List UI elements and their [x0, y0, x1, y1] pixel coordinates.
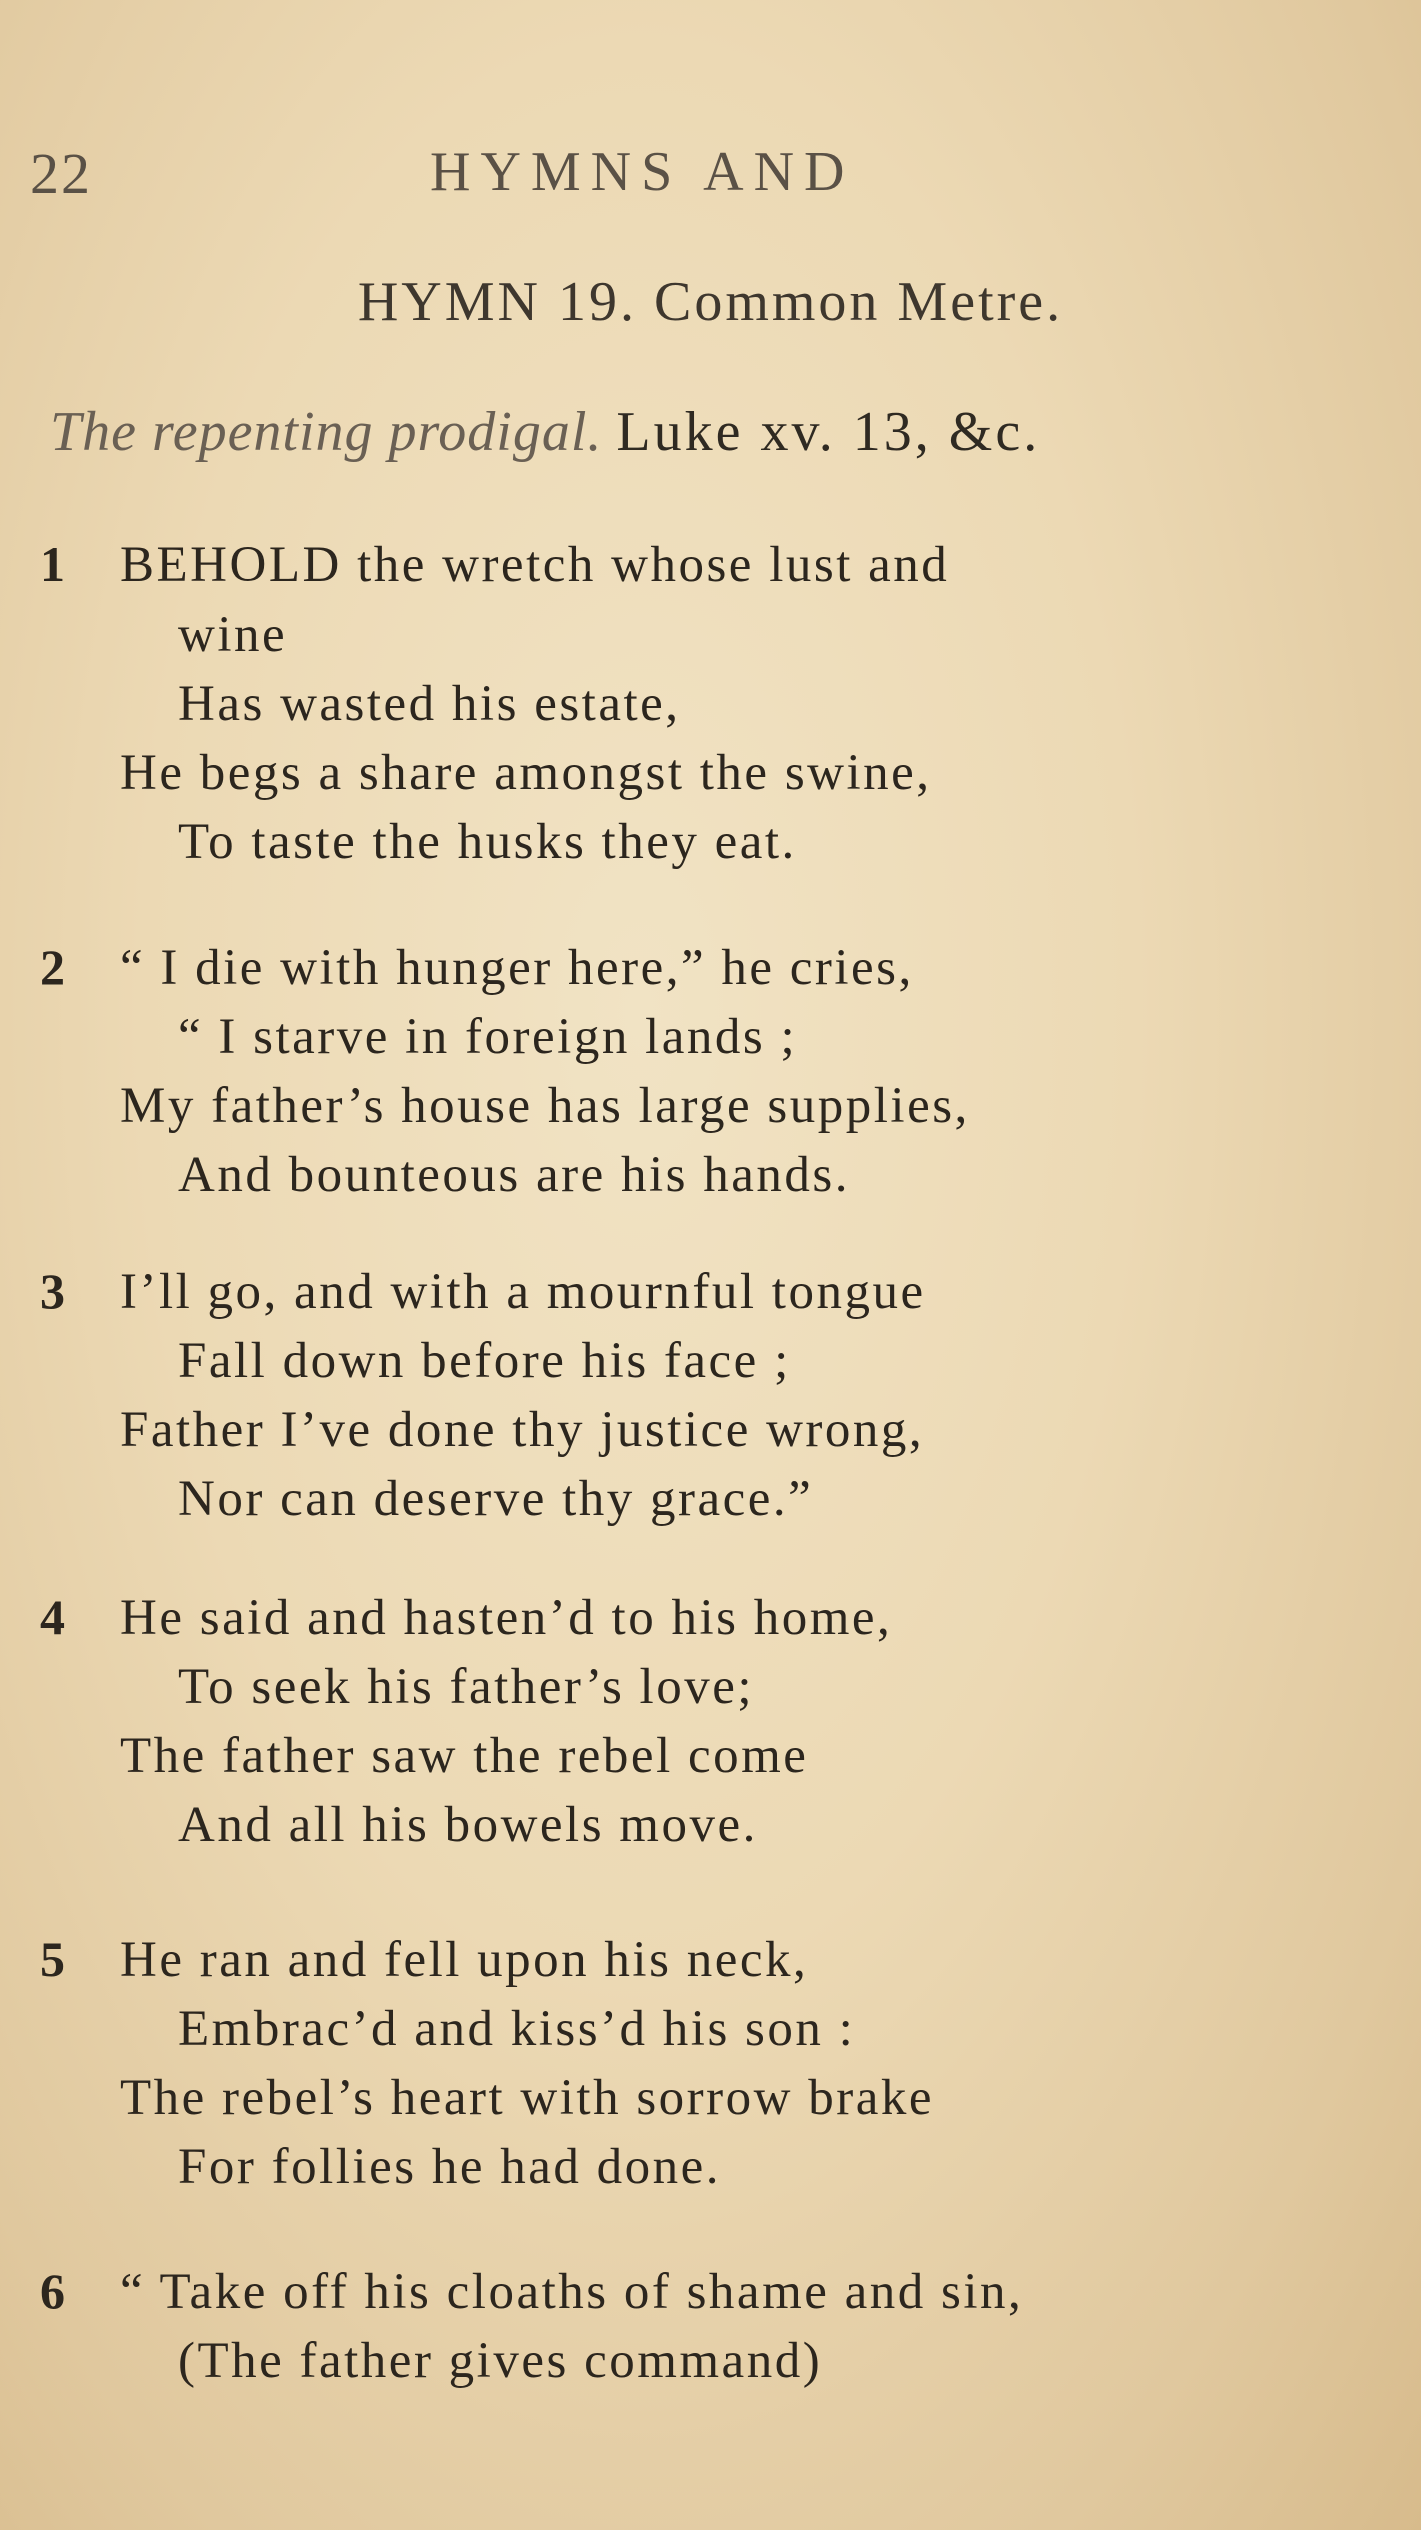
verse-line: Father I’ve done thy justice wrong, [120, 1402, 925, 1458]
hymn-subtitle [50, 400, 1040, 464]
hymn-heading: HYMN 19. Common Metre. [357, 271, 1064, 333]
verse-line: “ I starve in foreign lands ; [178, 1009, 798, 1065]
verse-line: Embrac’d and kiss’d his son : [178, 2001, 856, 2057]
running-title: HYMNS AND [430, 141, 855, 203]
verse-line: He begs a share amongst the swine, [120, 745, 932, 801]
verse-line: For follies he had done. [178, 2139, 721, 2195]
subtitle-reference: Luke xv. 13, &c. [616, 401, 1041, 463]
verse-line: And all his bowels move. [178, 1797, 758, 1853]
verse-line: The rebel’s heart with sorrow brake [120, 2070, 934, 2126]
verse-line: He said and hasten’d to his home, [120, 1590, 893, 1646]
verse-line: (The father gives command) [178, 2333, 823, 2389]
subtitle-italic: The repenting prodigal. [50, 401, 603, 463]
stanza-number: 2 [40, 939, 65, 995]
verse-line: The father saw the rebel come [120, 1728, 809, 1784]
verse-line: Has wasted his estate, [178, 676, 681, 732]
verse-line: “ I die with hunger here,” he cries, [120, 940, 914, 996]
page-number: 22 [30, 141, 92, 206]
stanza-number: 5 [40, 1931, 65, 1987]
verse-line: wine [178, 607, 288, 663]
verse-line: Nor can deserve thy grace.” [178, 1471, 814, 1527]
stanza-number: 1 [40, 536, 65, 592]
stanza-number: 6 [40, 2263, 65, 2319]
verse-line: He ran and fell upon his neck, [120, 1932, 809, 1988]
verse-line: BEHOLD the wretch whose lust and [120, 537, 950, 593]
stanza-number: 4 [40, 1589, 65, 1645]
verse-line: To seek his father’s love; [178, 1659, 755, 1715]
stanza-number: 3 [40, 1263, 65, 1319]
verse-line: And bounteous are his hands. [178, 1147, 850, 1203]
verse-line: I’ll go, and with a mournful tongue [120, 1264, 926, 1320]
running-head [30, 140, 1030, 210]
verse-line: My father’s house has large supplies, [120, 1078, 970, 1134]
verse-line: “ Take off his cloaths of shame and sin, [120, 2264, 1024, 2320]
verse-line: Fall down before his face ; [178, 1333, 791, 1389]
verse-line: To taste the husks they eat. [178, 814, 797, 870]
